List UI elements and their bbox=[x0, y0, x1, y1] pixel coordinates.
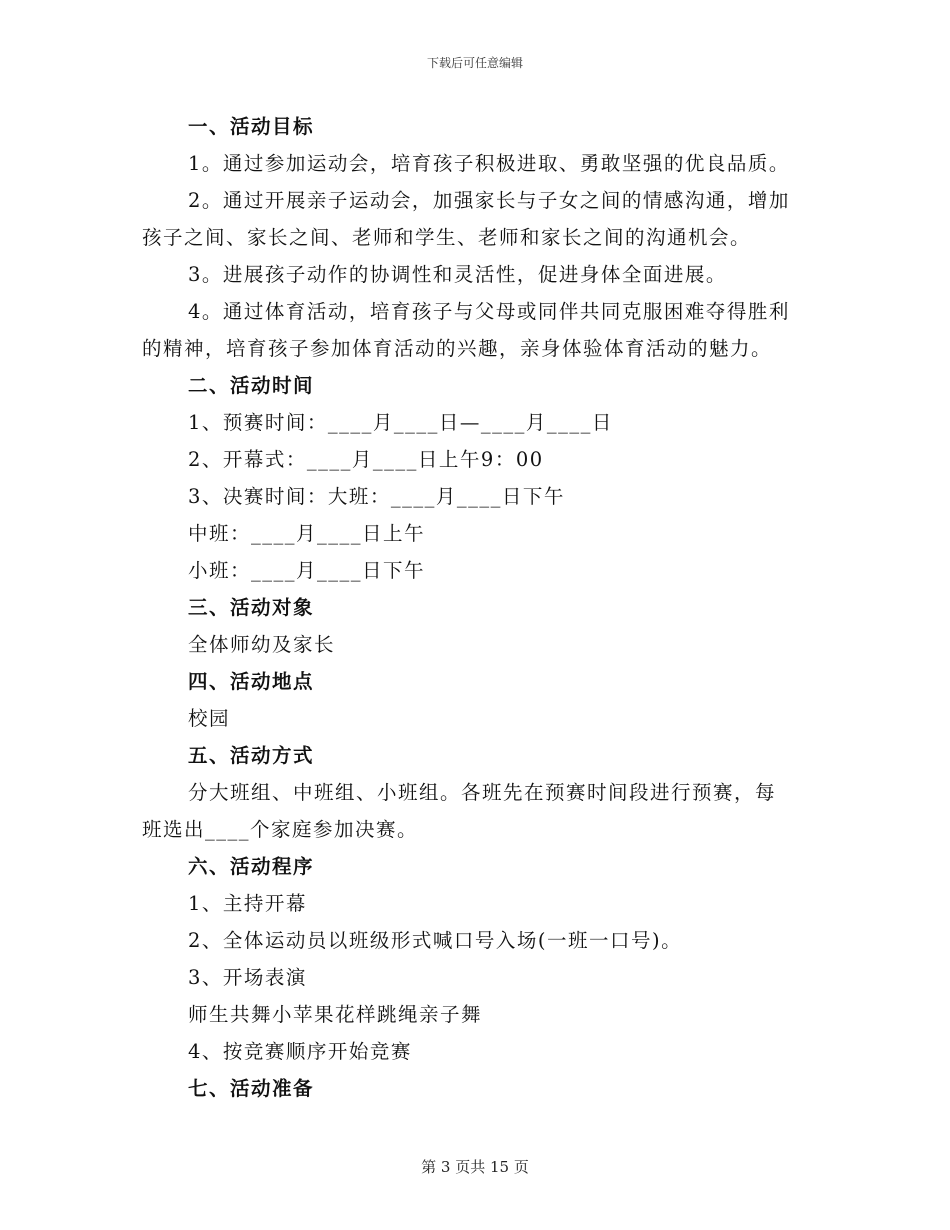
paragraph-line: 校园 bbox=[188, 707, 231, 730]
paragraph-line: 4、按竞赛顺序开始竞赛 bbox=[188, 1040, 412, 1063]
section-heading: 七、活动准备 bbox=[188, 1077, 315, 1100]
paragraph-line: 1、预赛时间：____月____日—____月____日 bbox=[188, 411, 613, 434]
section-heading: 三、活动对象 bbox=[188, 596, 315, 619]
section-heading: 五、活动方式 bbox=[188, 744, 315, 767]
paragraph-line: 2、全体运动员以班级形式喊口号入场(一班一口号)。 bbox=[188, 929, 683, 952]
paragraph-line: 的精神，培育孩子参加体育活动的兴趣，亲身体验体育活动的魅力。 bbox=[142, 337, 773, 360]
paragraph-line: 分大班组、中班组、小班组。各班先在预赛时间段进行预赛，每 bbox=[188, 781, 777, 804]
section-heading: 一、活动目标 bbox=[188, 115, 315, 138]
paragraph-line: 1、主持开幕 bbox=[188, 892, 307, 915]
paragraph-line: 3。进展孩子动作的协调性和灵活性，促进身体全面进展。 bbox=[188, 263, 727, 286]
paragraph-line: 4。通过体育活动，培育孩子与父母或同伴共同克服困难夺得胜利 bbox=[188, 300, 790, 323]
paragraph-line: 小班：____月____日下午 bbox=[188, 559, 426, 582]
page-header: 下载后可任意编辑 bbox=[426, 56, 523, 70]
section-heading: 二、活动时间 bbox=[188, 374, 315, 397]
document-body bbox=[142, 108, 810, 1107]
paragraph-line: 2、开幕式：____月____日上午9：00 bbox=[188, 448, 544, 471]
paragraph-line: 中班：____月____日上午 bbox=[188, 522, 426, 545]
paragraph-line: 1。通过参加运动会，培育孩子积极进取、勇敢坚强的优良品质。 bbox=[188, 152, 790, 175]
paragraph-line: 全体师幼及家长 bbox=[188, 633, 336, 656]
section-heading: 四、活动地点 bbox=[188, 670, 315, 693]
paragraph-line: 2。通过开展亲子运动会，加强家长与子女之间的情感沟通，增加 bbox=[188, 189, 790, 212]
section-heading: 六、活动程序 bbox=[188, 855, 315, 878]
paragraph-line: 孩子之间、家长之间、老师和学生、老师和家长之间的沟通机会。 bbox=[142, 226, 752, 249]
paragraph-line: 3、决赛时间：大班：____月____日下午 bbox=[188, 485, 565, 508]
page-footer: 第 3 页共 15 页 bbox=[421, 1158, 529, 1176]
paragraph-line: 班选出____个家庭参加决赛。 bbox=[142, 818, 419, 841]
paragraph-line: 3、开场表演 bbox=[188, 966, 307, 989]
paragraph-line: 师生共舞小苹果花样跳绳亲子舞 bbox=[188, 1003, 483, 1026]
